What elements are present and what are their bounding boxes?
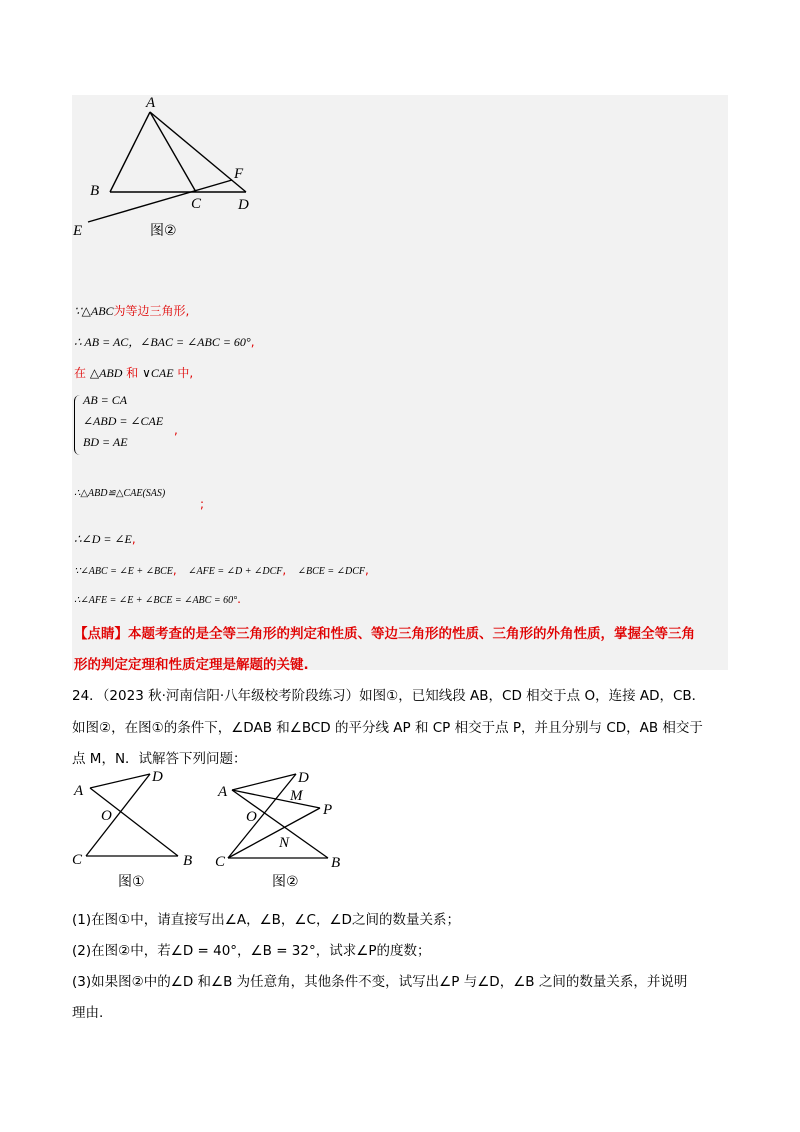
key-point-line-1: 【点睛】本题考查的是全等三角形的判定和性质、等边三角形的性质、三角形的外角性质，掌握全等三角	[74, 626, 695, 642]
red-punct: ,	[282, 563, 287, 577]
label-c: C	[72, 852, 83, 868]
math-expr: ∴∠D = ∠E	[74, 532, 132, 546]
math-expr: ∠BCE = ∠DCF	[297, 566, 366, 577]
label-d: D	[152, 769, 163, 785]
label-c: C	[191, 196, 202, 212]
question-line-2: 如图②，在图①的条件下，∠DAB 和∠BCD 的平分线 AP 和 CP 相交于点 P，并且分别与 CD，AB 相交于	[72, 720, 703, 736]
sub-question-1: (1)在图①中，请直接写出∠A，∠B，∠C，∠D之间的数量关系；	[72, 912, 460, 928]
sub-question-2: (2)在图②中，若∠D = 40°，∠B = 32°，试求∠P的度数；	[72, 943, 431, 959]
system-row-1: AB = CA	[83, 393, 128, 407]
math-expr: ∴△ABD≌△CAE(SAS)	[74, 488, 166, 499]
segment-ad	[232, 774, 296, 790]
red-punct: ,	[172, 563, 177, 577]
figure-caption: 图②	[150, 223, 177, 239]
red-text: 和	[126, 366, 139, 380]
figure-2-caption: 图②	[272, 874, 299, 890]
solution-line-2	[74, 333, 255, 350]
label-d: D	[238, 197, 249, 213]
figure-1	[70, 768, 200, 898]
segment-cp	[228, 808, 320, 858]
red-text: 在	[74, 366, 87, 380]
segment-ef	[88, 180, 232, 222]
math-expr: ∨CAE	[142, 366, 174, 380]
solution-line-5-punct: ;	[200, 497, 205, 511]
label-m: M	[290, 788, 303, 804]
left-brace	[74, 395, 81, 455]
red-punct: .	[237, 592, 241, 606]
label-b: B	[183, 853, 193, 869]
system-row-3: BD = AE	[83, 435, 128, 449]
label-a: A	[146, 95, 156, 111]
math-expr: ∴∠AFE = ∠E + ∠BCE = ∠ABC = 60°	[74, 595, 238, 606]
sub-question-3a: (3)如果图②中的∠D 和∠B 为任意角，其他条件不变，试写出∠P 与∠D，∠B 之间的数量关系，并说明	[72, 974, 688, 990]
label-n: N	[279, 835, 290, 851]
solution-line-3	[74, 364, 193, 381]
figure-2	[212, 768, 352, 898]
label-e: E	[73, 223, 83, 239]
math-expr: ∠AFE = ∠D + ∠DCF	[188, 566, 283, 577]
segment-ab	[110, 112, 150, 192]
key-point-line-2: 形的判定定理和性质定理是解题的关键.	[74, 657, 309, 673]
question-line-3: 点 M，N．试解答下列问题：	[72, 751, 247, 767]
label-d: D	[298, 770, 309, 786]
solution-line-5	[74, 485, 165, 499]
triangle-figure-top	[70, 92, 270, 242]
segment-ac	[150, 112, 196, 192]
solution-line-7	[74, 563, 369, 577]
solution-line-6	[74, 532, 136, 547]
solution-line-8	[74, 592, 241, 606]
system-row-2: ∠ABD = ∠CAE	[83, 414, 164, 428]
label-a: A	[218, 784, 228, 800]
system-punct: ,	[174, 423, 178, 437]
red-punct: ,	[131, 532, 136, 546]
sub-question-3b: 理由.	[72, 1005, 104, 1021]
solution-line-1	[74, 302, 189, 319]
math-expr: ∵∠ABC = ∠E + ∠BCE	[74, 566, 173, 577]
red-text: 为等边三角形,	[113, 304, 190, 318]
red-punct: ,	[250, 335, 255, 349]
label-o: O	[246, 809, 257, 825]
math-expr: △ABD	[89, 366, 123, 380]
label-p: P	[323, 802, 333, 818]
label-c: C	[215, 854, 226, 870]
label-b: B	[331, 855, 341, 871]
math-expr: ∴ AB = AC，∠BAC = ∠ABC = 60°	[74, 335, 251, 349]
figure-1-caption: 图①	[118, 874, 145, 890]
label-o: O	[101, 808, 112, 824]
question-line-1: 24．（2023 秋·河南信阳·八年级校考阶段练习）如图①，已知线段 AB，CD 相交于点 O，连接 AD，CB．	[72, 688, 706, 704]
label-a: A	[74, 783, 84, 799]
red-text: 中,	[177, 366, 194, 380]
math-expr: ∵△ABC	[74, 304, 114, 318]
label-b: B	[90, 183, 100, 199]
label-f: F	[234, 166, 244, 182]
red-punct: ,	[365, 563, 369, 577]
